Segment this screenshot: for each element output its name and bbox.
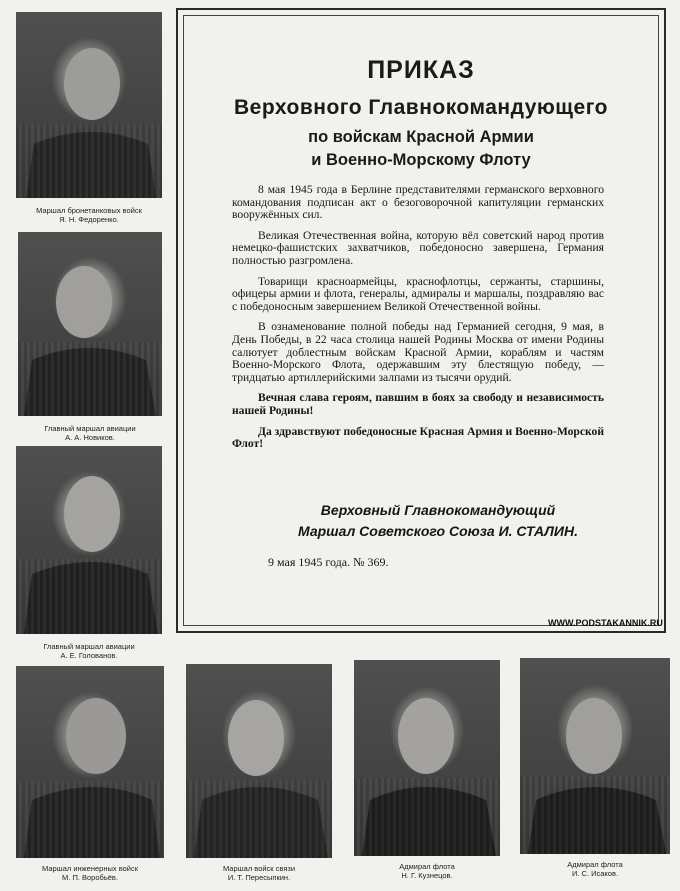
portrait-name: А. А. Новиков. <box>65 433 115 442</box>
portrait-caption-golovanov <box>16 642 162 660</box>
portrait-photo-fedorenko <box>16 12 162 198</box>
portrait-silhouette-icon <box>186 664 332 858</box>
order-date: 9 мая 1945 года. № 369. <box>268 555 389 569</box>
order-paragraph-1: 8 мая 1945 года в Берлине представителями германского верховного командования подписан акт о безоговорочной капитуляции германских вооружённых сил. <box>232 183 604 222</box>
portrait-photo-peresypkin <box>186 664 332 858</box>
portrait-silhouette-icon <box>354 660 500 856</box>
portrait-rank: Маршал инженерных войск <box>42 864 138 873</box>
order-body <box>232 184 604 459</box>
portrait-rank: Маршал бронетанковых войск <box>36 206 142 215</box>
portrait-name: И. С. Исаков. <box>571 869 619 878</box>
watermark-text: WWW.PODSTAKANNIK.RU <box>548 618 663 628</box>
order-title: ПРИКАЗ <box>367 56 475 84</box>
portrait-name: Н. Г. Кузнецов. <box>401 871 453 880</box>
portrait-caption-fedorenko <box>16 206 162 224</box>
portrait-name: А. Е. Голованов. <box>60 651 118 660</box>
signature-name: Маршал Советского Союза И. СТАЛИН. <box>298 523 578 539</box>
portrait-rank: Маршал войск связи <box>222 864 296 873</box>
order-heading-line3: по войскам Красной Армии <box>308 128 534 146</box>
order-paragraph-4: В ознаменование полной победы над Германией сегодня, 9 мая, в День Победы, в 22 часа столица нашей Родины Москва от имени Родины салютует доблестным войскам Красной Армии, кораблям и частям Военно-Морского Флота, одержавшим эту блестящую победу, — тридцатью артиллерийскими залпами из тысячи орудий. <box>232 320 604 384</box>
portrait-name: Я. Н. Федоренко. <box>59 215 119 224</box>
order-paragraph-2: Великая Отечественная война, которую вёл советский народ против немецко-фашистских захватчиков, победоносно завершена, Германия полностью разгромлена. <box>232 228 604 267</box>
signature-title: Верховный Главнокомандующий <box>320 502 556 518</box>
portrait-photo-golovanov <box>16 446 162 634</box>
portrait-silhouette-icon <box>520 658 670 854</box>
portrait-caption-kuznetsov <box>354 862 500 880</box>
order-subtitle: Верховного Главнокомандующего <box>233 96 609 119</box>
portrait-caption-peresypkin <box>186 864 332 882</box>
portrait-silhouette-icon <box>16 666 164 858</box>
portrait-photo-kuznetsov <box>354 660 500 856</box>
portrait-caption-vorobyov <box>16 864 164 882</box>
portrait-photo-novikov <box>18 232 162 416</box>
portrait-silhouette-icon <box>18 232 162 416</box>
order-paragraph-3: Товарищи красноармейцы, краснофлотцы, сержанты, старшины, офицеры армии и флота, генералы, адмиралы и маршалы, поздравляю вас с победоносным завершением Великой Отечественной войны. <box>232 274 604 313</box>
portrait-name: И. Т. Пересыпкин. <box>227 873 291 882</box>
portrait-photo-isakov <box>520 658 670 854</box>
order-paragraph-6: Да здравствуют победоносные Красная Армия и Военно-Морской Флот! <box>232 424 604 451</box>
portrait-caption-novikov <box>18 424 162 442</box>
portrait-rank: Главный маршал авиации <box>44 424 136 433</box>
order-heading-line4: и Военно-Морскому Флоту <box>311 151 531 169</box>
portrait-rank: Адмирал флота <box>399 862 455 871</box>
portrait-silhouette-icon <box>16 446 162 634</box>
portrait-caption-isakov <box>520 860 670 878</box>
portrait-name: М. П. Воробьёв. <box>62 873 118 882</box>
portrait-rank: Главный маршал авиации <box>43 642 135 651</box>
order-paragraph-5: Вечная слава героям, павшим в боях за свободу и независимость нашей Родины! <box>232 391 604 417</box>
portrait-photo-vorobyov <box>16 666 164 858</box>
portrait-silhouette-icon <box>16 12 162 198</box>
portrait-rank: Адмирал флота <box>567 860 623 869</box>
